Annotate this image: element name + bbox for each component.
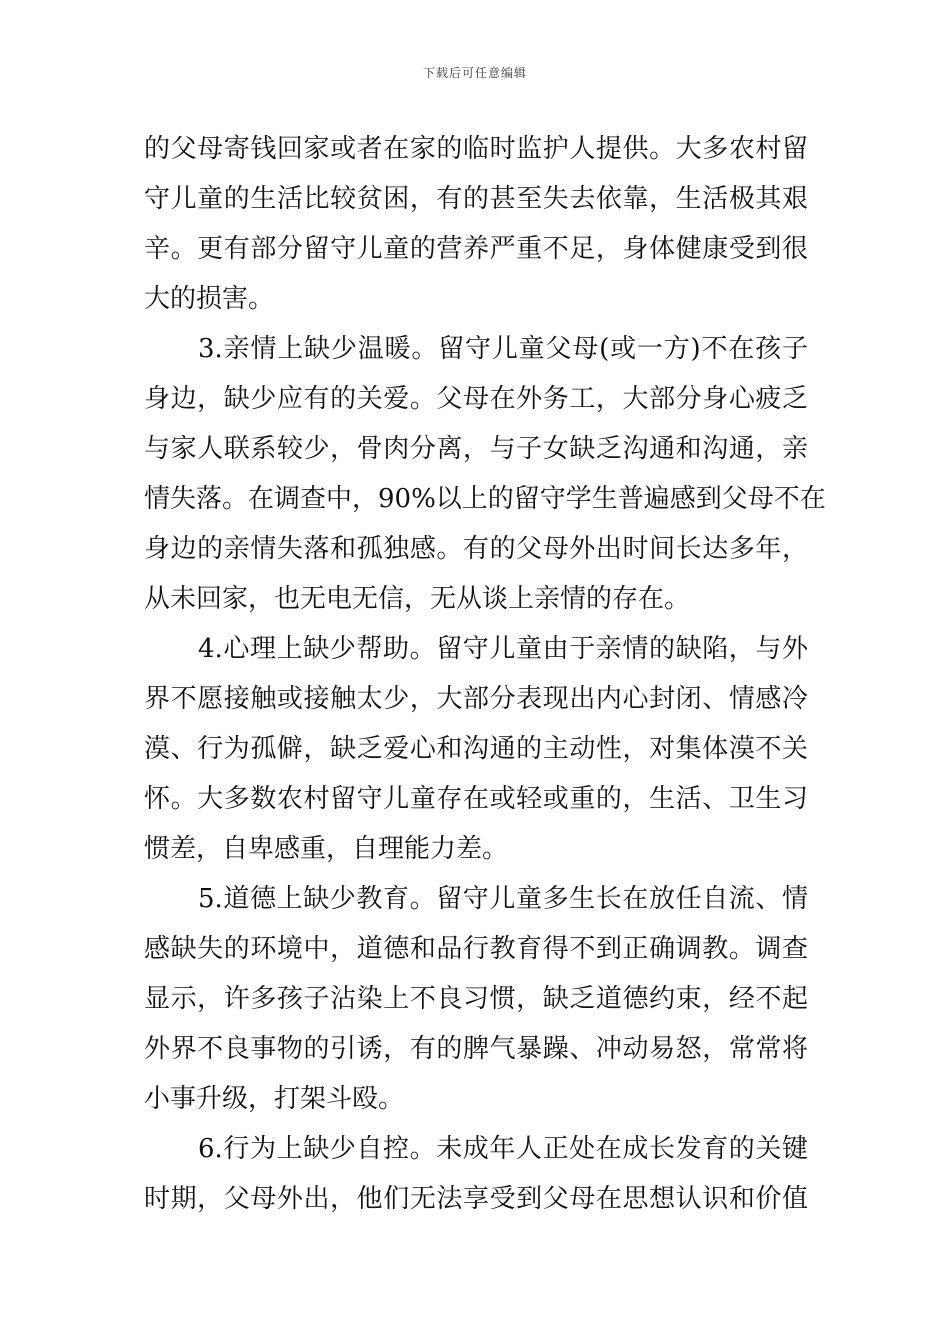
paragraph-heading-line: 4.心理上缺少帮助。留守儿童由于亲情的缺陷，与外 bbox=[198, 634, 808, 664]
page-header: 下载后可任意编辑 bbox=[422, 66, 527, 80]
paragraph-heading-line: 6.行为上缺少自控。未成年人正处在成长发育的关键 bbox=[198, 1134, 808, 1164]
text-line: 的父母寄钱回家或者在家的临时监护人提供。大多农村留 bbox=[144, 134, 808, 164]
paragraph-heading-line: 3.亲情上缺少温暖。留守儿童父母(或一方)不在孩子 bbox=[198, 334, 808, 364]
text-line: 外界不良事物的引诱，有的脾气暴躁、冲动易怒，常常将 bbox=[144, 1034, 808, 1064]
text-line: 身边的亲情失落和孤独感。有的父母外出时间长达多年， bbox=[144, 534, 808, 564]
text-line: 感缺失的环境中，道德和品行教育得不到正确调教。调查 bbox=[144, 934, 808, 964]
text-line: 守儿童的生活比较贫困，有的甚至失去依靠，生活极其艰 bbox=[144, 184, 808, 214]
text-line: 情失落。在调查中，90%以上的留守学生普遍感到父母不在 bbox=[144, 484, 826, 514]
text-line: 漠、行为孤僻，缺乏爱心和沟通的主动性，对集体漠不关 bbox=[144, 734, 808, 764]
text-line: 辛。更有部分留守儿童的营养严重不足，身体健康受到很 bbox=[144, 234, 808, 264]
text-line: 从未回家，也无电无信，无从谈上亲情的存在。 bbox=[144, 584, 691, 614]
text-line: 小事升级，打架斗殴。 bbox=[144, 1084, 405, 1114]
text-line: 界不愿接触或接触太少，大部分表现出内心封闭、情感冷 bbox=[144, 684, 808, 714]
text-line: 与家人联系较少，骨肉分离，与子女缺乏沟通和沟通，亲 bbox=[144, 434, 808, 464]
text-line: 显示，许多孩子沾染上不良习惯，缺乏道德约束，经不起 bbox=[144, 984, 808, 1014]
document-body bbox=[144, 124, 826, 1224]
paragraph-heading-line: 5.道德上缺少教育。留守儿童多生长在放任自流、情 bbox=[198, 884, 808, 914]
text-line: 身边，缺少应有的关爱。父母在外务工，大部分身心疲乏 bbox=[144, 384, 808, 414]
text-line: 大的损害。 bbox=[144, 284, 275, 314]
text-line: 惯差，自卑感重，自理能力差。 bbox=[144, 834, 509, 864]
text-line: 时期，父母外出，他们无法享受到父母在思想认识和价值 bbox=[144, 1184, 808, 1214]
text-line: 怀。大多数农村留守儿童存在或轻或重的，生活、卫生习 bbox=[144, 784, 808, 814]
